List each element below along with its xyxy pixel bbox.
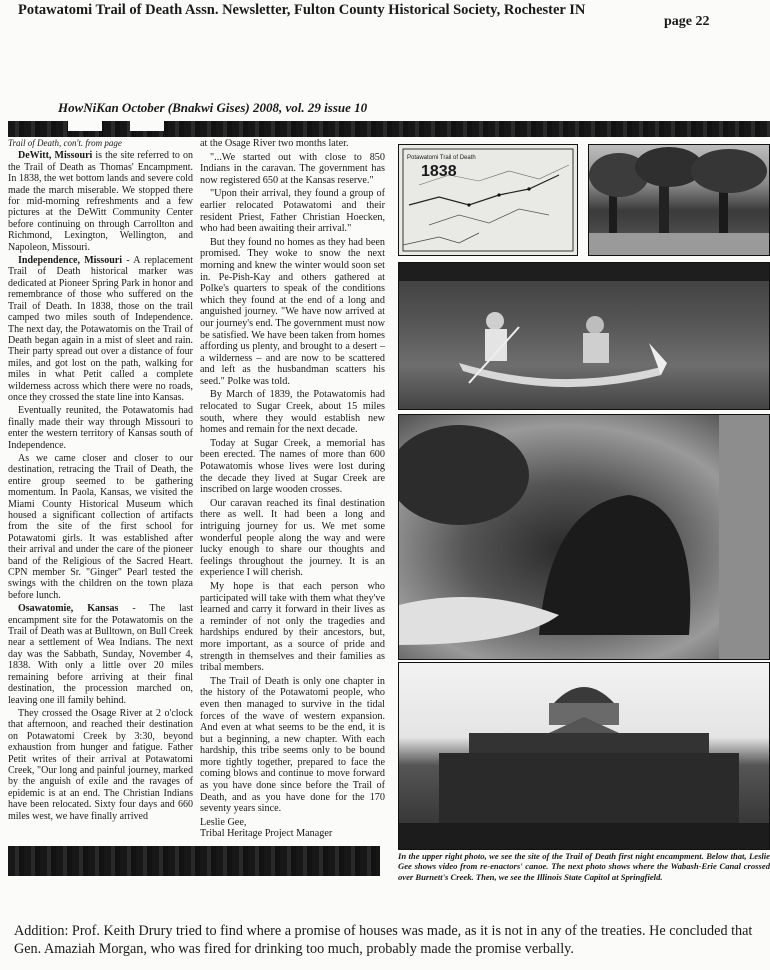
signature-title: Tribal Heritage Project Manager [200, 828, 333, 840]
paragraph-text: - The last encampment site for the Potawatomis on the Trail of Death was at Bulltown, on Bull Creek near a settlement of Wea Indians. The next day was the Sabbath, Sunday, November 4, 1838. With only a little over 20 miles remaining before arriving at their final destination, the procession marched on, leaving one ill family behind. [8, 603, 193, 706]
paragraph-quote-850: "...We started out with close to 850 Indians in the caravan. The government has now registered 650 at the Kansas reserve." [200, 151, 385, 186]
bottom-divider-band [8, 846, 380, 876]
paragraph-hoecken: "Upon their arrival, they found a group of earlier relocated Potawatomi and their resident Priest, Father Christian Hoecken, who had been awaiting their arrival." [200, 188, 385, 235]
band-notch [68, 121, 102, 131]
place-heading: Independence, Missouri [18, 255, 122, 267]
paragraph-hope: My hope is that each person who participated will take with them what they've learned and carry it forward in their lives as a reminder of not only the tragedies and hardships endured by their ancestors, but, more important, as a source of pride and strength in themselves and their families as tribal members. [200, 580, 385, 674]
addition-note: Addition: Prof. Keith Drury tried to find where a promise of houses was made, as it is not in any of the treaties. He concluded that Gen. Amaziah Morgan, who was fired for drinking too much, probably made the promise verbally. [14, 923, 753, 957]
paragraph-independence [8, 255, 193, 403]
continued-label: Trail of Death, con't. from page [8, 138, 122, 148]
paragraph-dewitt [8, 150, 193, 253]
article-middle-column [200, 138, 385, 842]
canal-drawing [399, 415, 769, 659]
page-number: page 22 [664, 14, 710, 29]
canoe-drawing [399, 263, 769, 409]
canal-creek-photo [398, 414, 770, 660]
paragraph-reunited: Eventually reunited, the Potawatomis had finally made their way through Missouri to enter the western territory of Kansas south of Independence. [8, 405, 193, 451]
photo-caption: In the upper right photo, we see the site of the Trail of Death first night encampment. Below that, Leslie Gee shows video from re-enactors' canoe. The next photo shows where the Wabash-Erie Canal crossed over Burnett's Creek. Then, we see the Illinois State Capitol at Springfield. [398, 851, 770, 882]
trees-drawing [589, 145, 769, 255]
signature-name: Leslie Gee, [200, 816, 247, 828]
paragraph-paola: As we came closer and closer to our destination, retracing the Trail of Death, the entire group seemed to be gathering momentum. In Paola, Kansas, we visited the Miami County Historical Museum which housed a significant collection of artifacts from the site of the first school for Potawatomi girls. It was established after their arrival and under the care of the pioneer band of the Religious of the Sacred Heart. CPN member Sr. "Ginger" Pearl tested the swings with the children on the town plaza before lunch. [8, 452, 193, 601]
article-left-column [8, 138, 193, 824]
band-notch [130, 121, 164, 131]
capitol-drawing [399, 663, 769, 849]
paragraph-osage-crossing: They crossed the Osage River at 2 o'clock that afternoon, and reached their destination on Potawatomi Creek by 3:30, beyond exhaustion from hunger and fatigue. Father Petit writes of their arrival at Potawatomi Creek, "Our long and painful journey, marked by the anguish of exile and the ravages of epidemic is at an end. The Christian Indians have been relocated. Sixty four days and 660 miles west, we have finally arrived [8, 707, 193, 822]
map-drawing [399, 145, 577, 255]
paragraph-osawatomie [8, 603, 193, 706]
paragraph-chapter: The Trail of Death is only one chapter in the history of the Potawatomi people, who even then managed to survive in the tidal forces of the wave of western expansion. And even at what seems to be the end, it is but a beginning, a new chapter. With each hardship, this tribe seems only to be bound more tightly together, prepared to face the coming blows and continue to move forward as you have done since before the Trail of Death, and as you have done for the 170 seventy years since. [200, 675, 385, 815]
paragraph-caravan: Our caravan reached its final destination there as well. It had been a long and intriguing journey for us. We met some wonderful people along the way and were lucky enough to share our thoughts and feelings throughout the journey. It is an experience I will cherish. [200, 497, 385, 579]
paragraph-text: is the site referred to on the Trail of Death as Thomas' Encampment. In 1838, the wet bottom lands and severe cold made the march miserable. We stopped there for mid-morning refreshments and a few pictures at the DeWitt Community Center before continuing on through Carrollton and Richmond, Lexington, Wellington, and Napoleon, Missouri. [8, 150, 194, 253]
paragraph-sugar-creek: By March of 1839, the Potawatomis had relocated to Sugar Creek, about 15 miles south, where they would establish new homes and remain for the next decade. [200, 389, 385, 436]
place-heading: DeWitt, Missouri [18, 150, 93, 162]
paragraph-memorial: Today at Sugar Creek, a memorial has been erected. The names of more than 600 Potawatomis whose lives were lost during the decade they lived at Sugar Creek are inscribed on large wooden crosses. [200, 437, 385, 496]
canoe-photo [398, 262, 770, 410]
encampment-site-photo [588, 144, 770, 256]
illinois-capitol-photo [398, 662, 770, 850]
paragraph-no-homes: But they found no homes as they had been promised. They woke to snow the next morning and knew the winter would soon set in. Pe-Pish-Kay and others gathered at Polke's quarters to speak of the conditions which they found at the end of a long and anguished journey. "We have now arrived at our journey's end. The government must now be satisfied. We have been taken from homes affording us plenty, and brought to a desert – a wilderness – and are now to be scattered and left as the husbandman scatters his seed." Polke was told. [200, 236, 385, 387]
paragraph-text: - A replacement Trail of Death historical marker was dedicated at Pioneer Spring Park in honor and remembrance of those who suffered on the Trail of Death. In 1838, those on the trail camped two miles south of Independence. The next day, the Potawatomis on the Trail of Death began again in a mist of sleet and rain. Their party spread out over a distance of four miles, and got lost on the path, walking for miles in what Petit called a complete wilderness across which there were no roads, once they crossed the state line into Kansas. [8, 255, 194, 403]
newsletter-header-title: Potawatomi Trail of Death Assn. Newsletter, Fulton County Historical Society, Rochester IN [18, 2, 586, 18]
trail-map-image [398, 144, 578, 256]
paragraph-continuation: at the Osage River two months later. [200, 138, 349, 149]
top-divider-band [8, 121, 770, 137]
map-title: Potawatomi Trail of Death [407, 155, 476, 161]
place-heading: Osawatomie, Kansas [18, 603, 119, 615]
issue-line: HowNiKan October (Bnakwi Gises) 2008, vol. 29 issue 10 [58, 100, 368, 115]
map-year: 1838 [421, 163, 457, 180]
